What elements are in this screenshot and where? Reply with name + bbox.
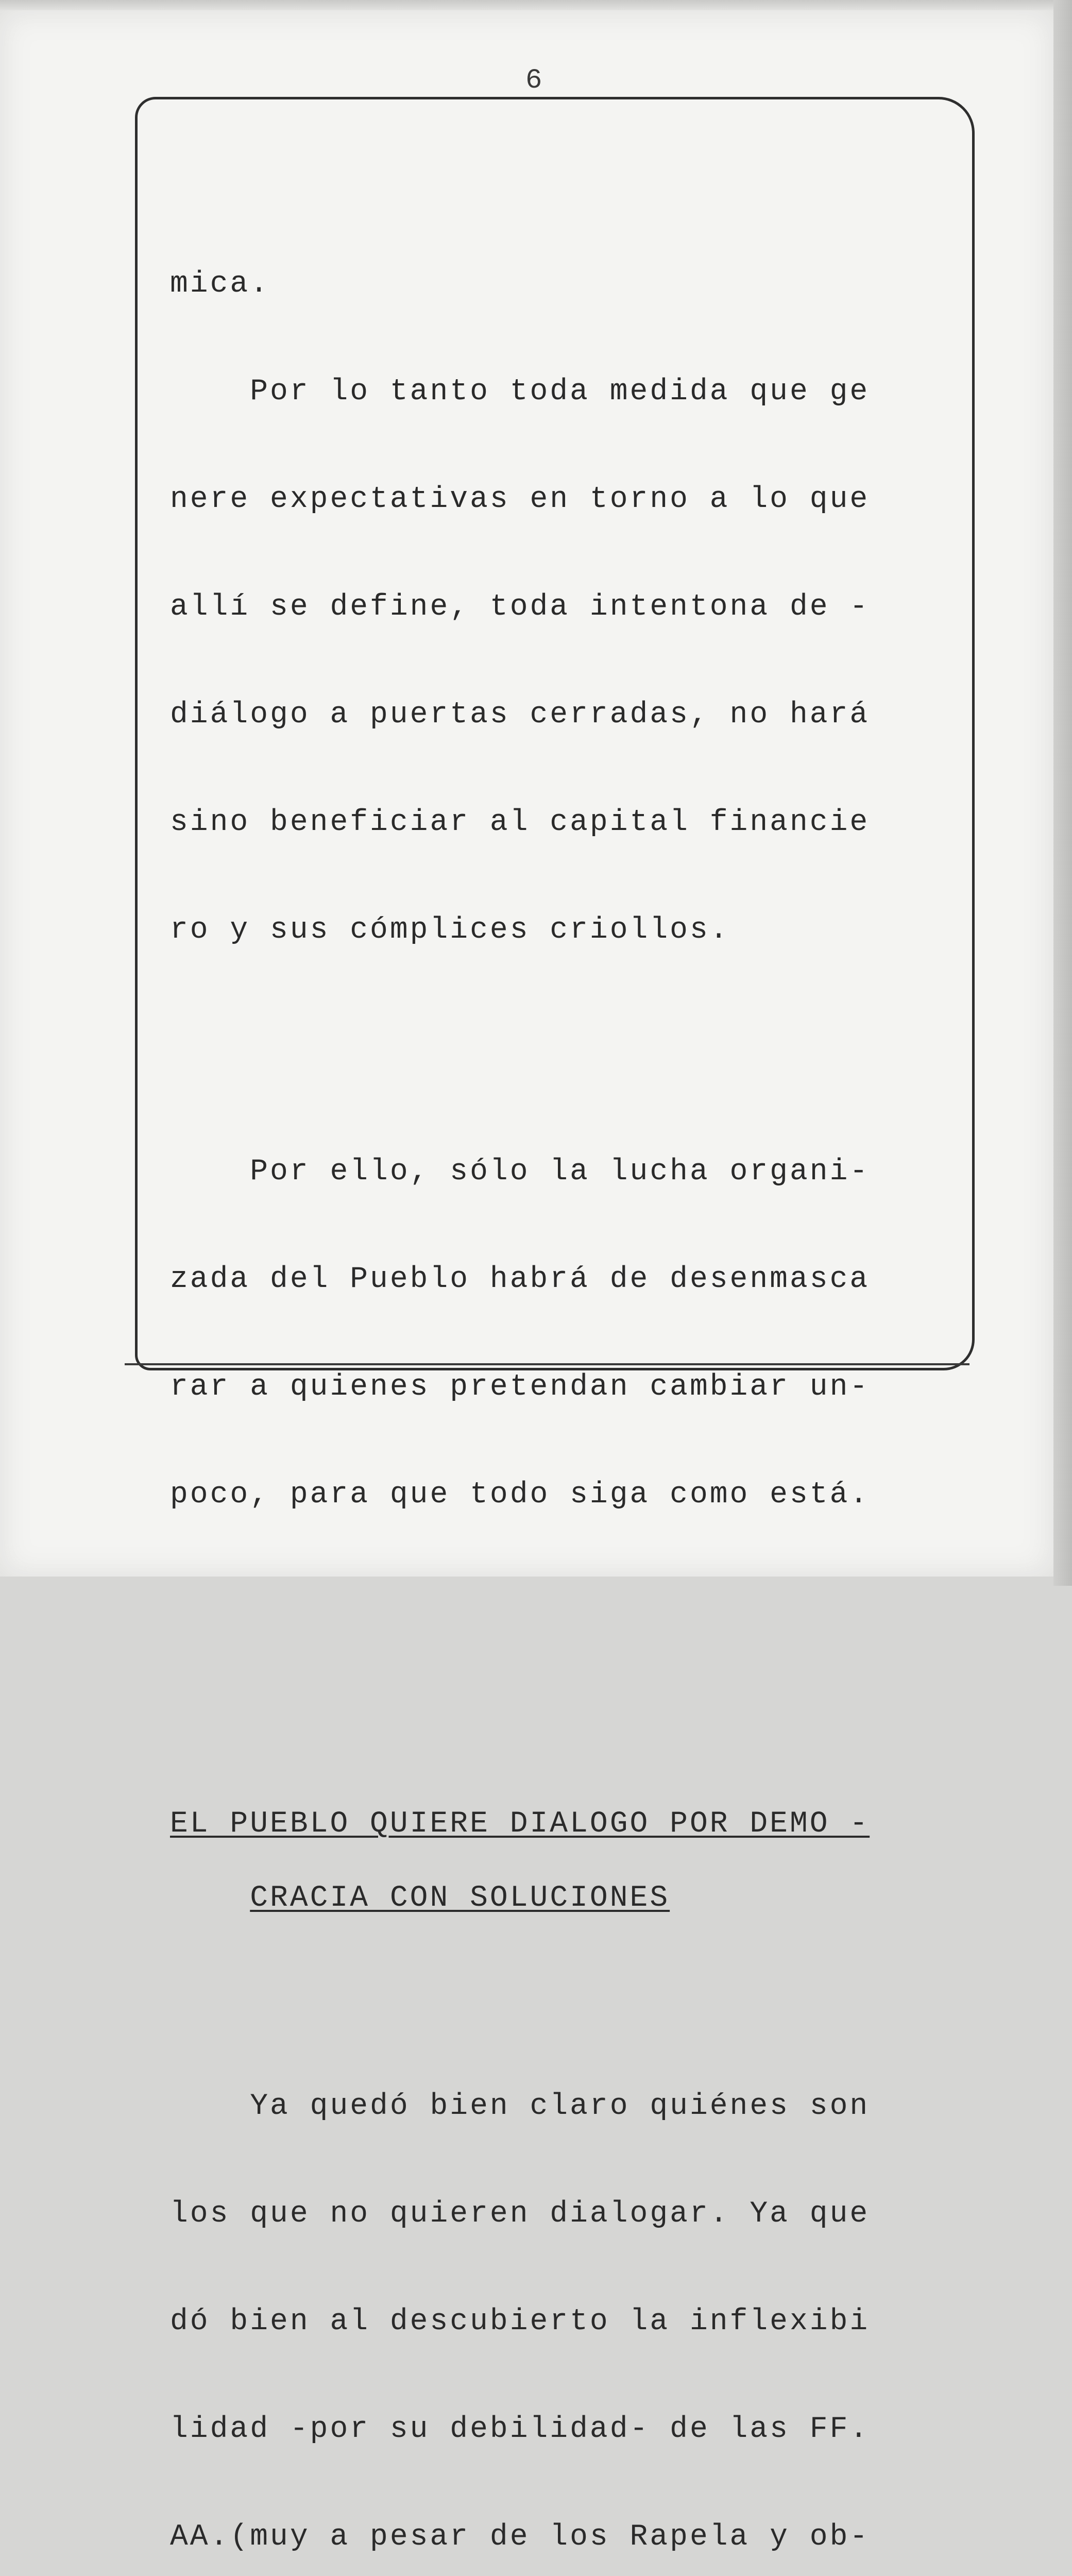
- text-line: lidad -por su debilidad- de las FF.: [170, 2413, 870, 2446]
- text-line: mica.: [170, 267, 270, 301]
- page-top-shadow: [0, 0, 1072, 11]
- text-line: los que no quieren dialogar. Ya que: [170, 2197, 870, 2231]
- text-line: poco, para que todo siga como está.: [170, 1478, 870, 1512]
- page-number: 6: [525, 65, 542, 96]
- text-line: AA.(muy a pesar de los Rapela y ob-: [170, 2520, 870, 2554]
- text-line: sino beneficiar al capital financie: [170, 806, 870, 839]
- page-edge-shadow: [1053, 0, 1072, 1586]
- text-line: dó bien al descubierto la inflexibi: [170, 2305, 870, 2338]
- heading-line: EL PUEBLO QUIERE DIALOGO POR DEMO -: [170, 1807, 870, 1841]
- section-heading: [170, 1737, 948, 1952]
- text-line: Por lo tanto toda medida que ge: [170, 375, 870, 409]
- paragraph-3: [170, 2019, 948, 2576]
- text-line: ro y sus cómplices criollos.: [170, 913, 730, 947]
- text-line: allí se define, toda intentona de -: [170, 590, 870, 624]
- text-line: diálogo a puertas cerradas, no hará: [170, 698, 870, 732]
- text-line: Por ello, sólo la lucha organi-: [170, 1155, 870, 1189]
- text-line: rar a quienes pretendan cambiar un-: [170, 1370, 870, 1404]
- paragraph-1: [170, 197, 948, 1018]
- text-line: Ya quedó bien claro quiénes son: [170, 2090, 870, 2123]
- text-line: zada del Pueblo habrá de desenmasca: [170, 1263, 870, 1296]
- heading-line: CRACIA CON SOLUCIONES: [250, 1882, 670, 1915]
- section-spacer: [170, 1649, 948, 1670]
- text-line: nere expectativas en torno a lo que: [170, 483, 870, 516]
- paragraph-2: [170, 1084, 948, 1582]
- typed-text-body: [170, 130, 948, 2576]
